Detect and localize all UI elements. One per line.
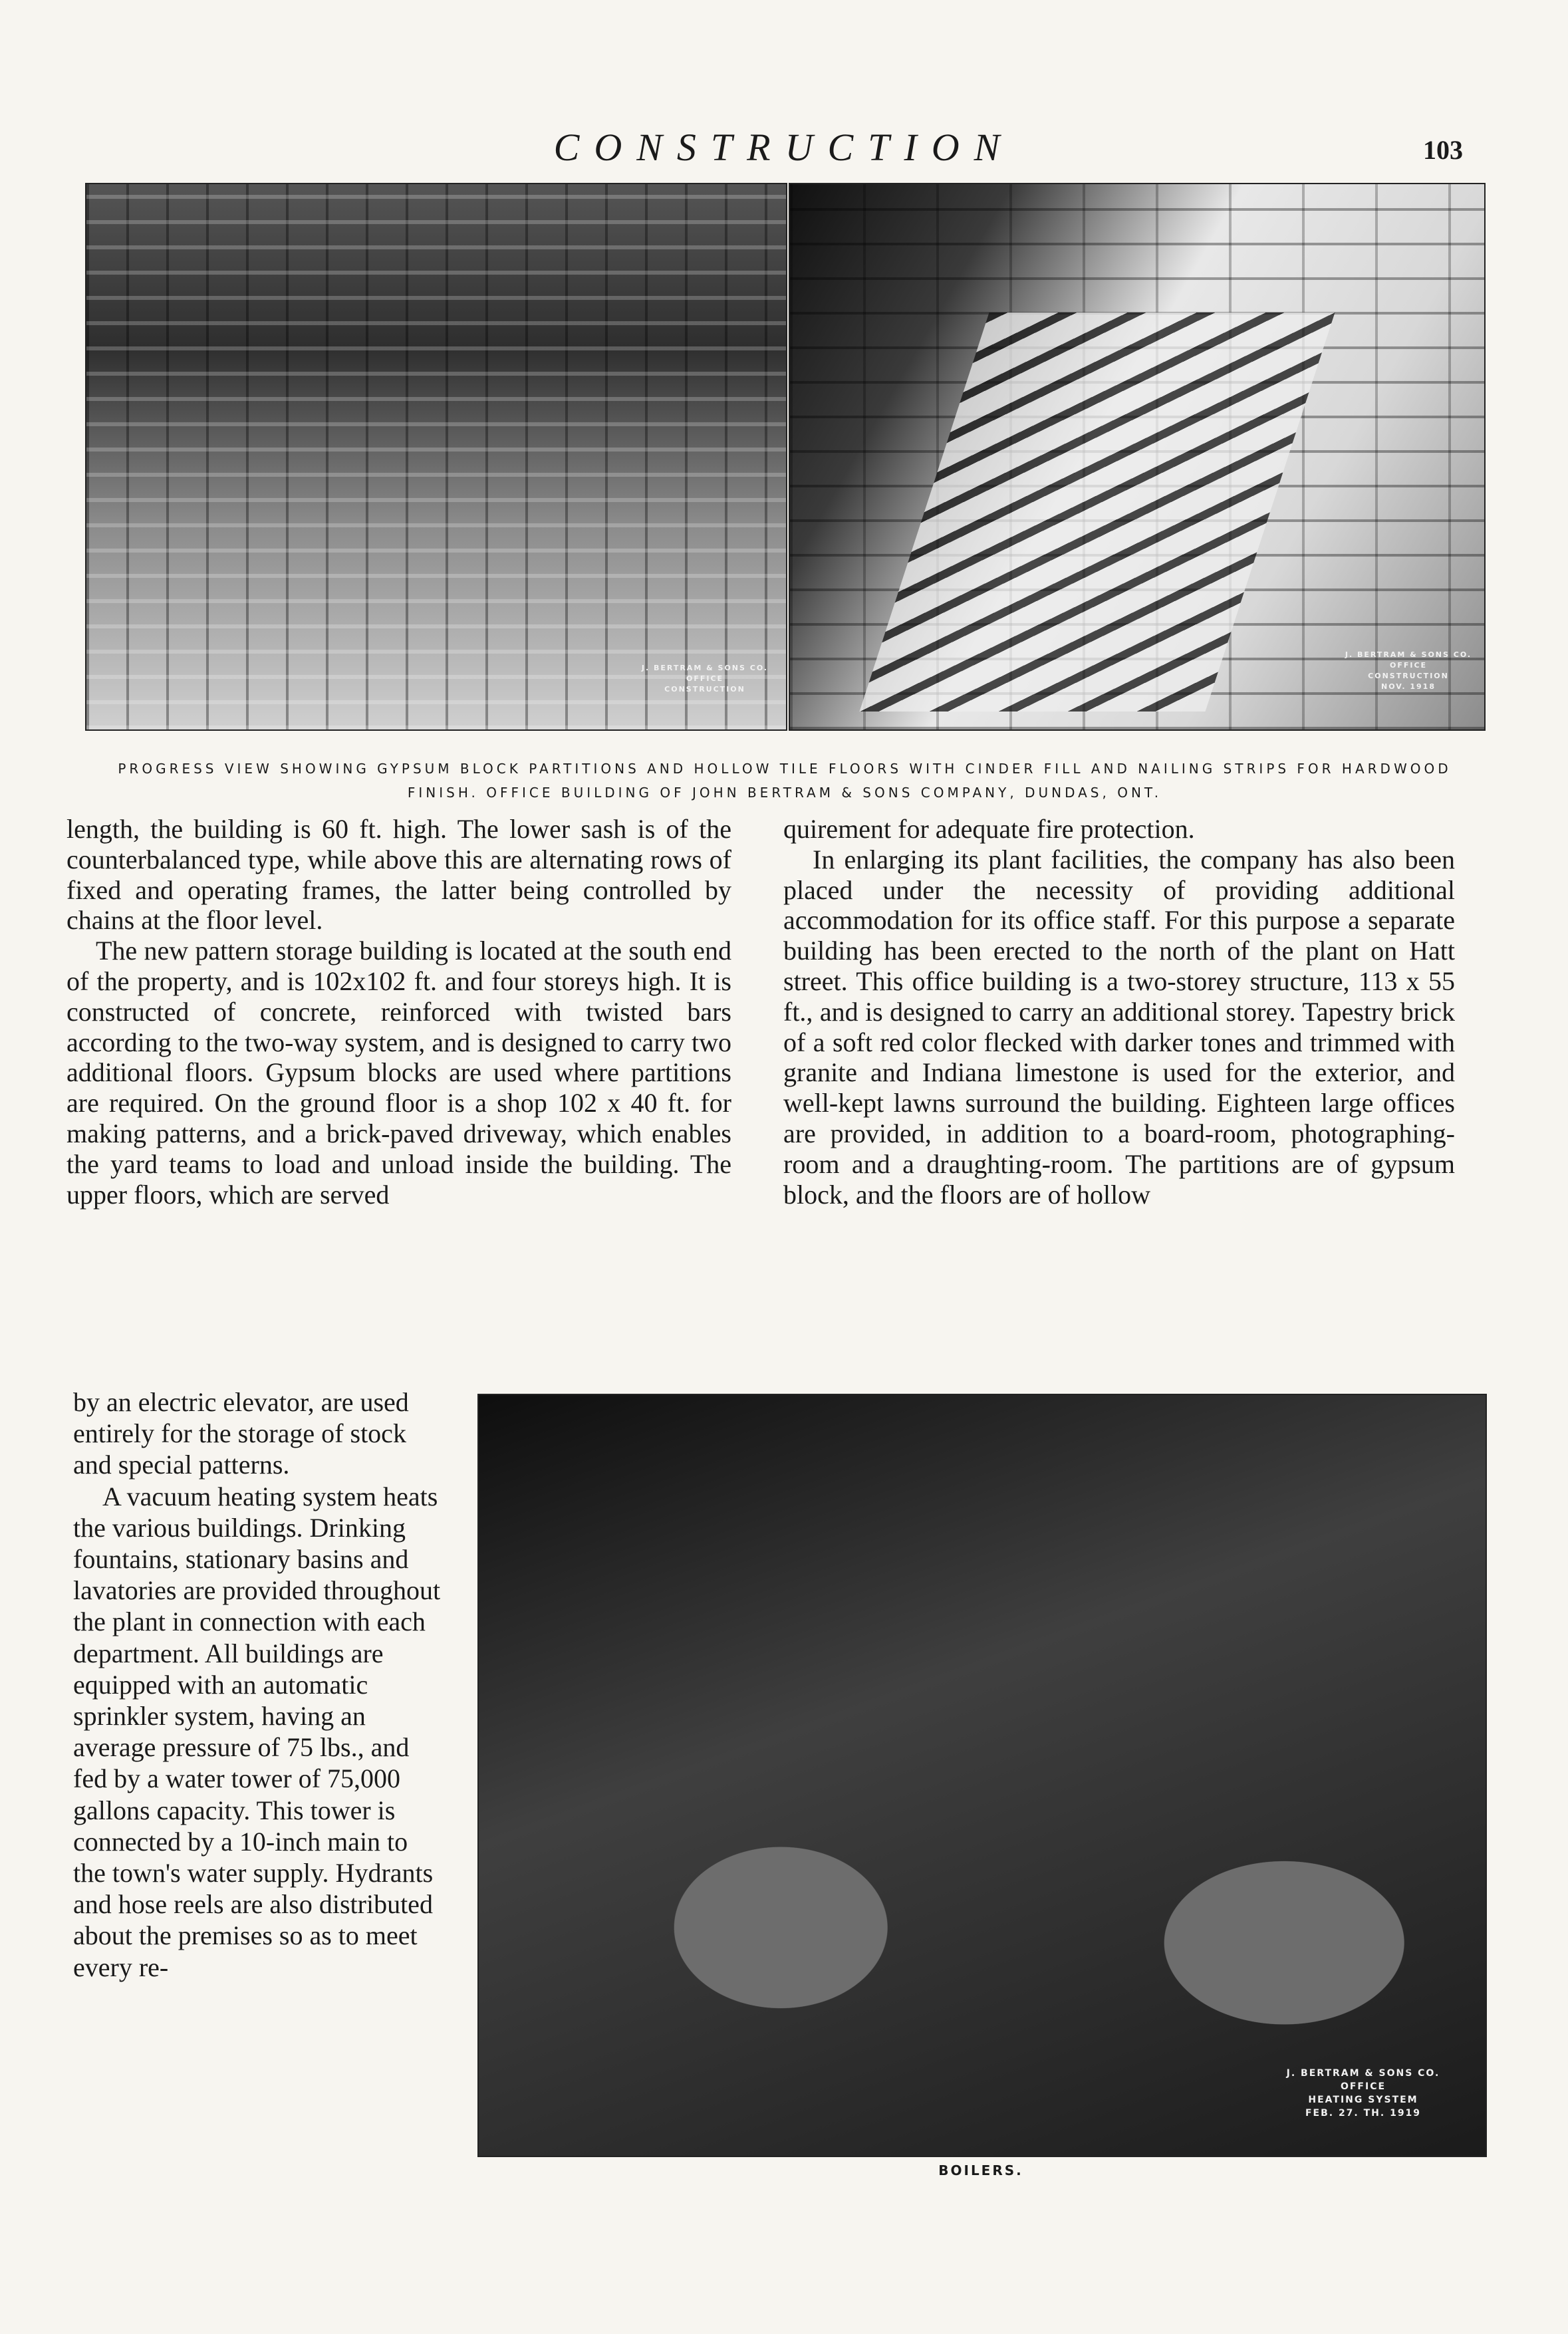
photo-stamp: J. BERTRAM & SONS CO. OFFICE HEATING SYSTEM FEB. 27. TH. 1919 — [1286, 2068, 1440, 2119]
photo-boilers — [477, 1394, 1487, 2157]
column-right — [783, 814, 1455, 1210]
page-number: 103 — [1423, 135, 1463, 165]
photo-stamp: J. BERTRAM & SONS CO. OFFICE CONSTRUCTION NOV. 1918 — [1345, 650, 1472, 691]
running-title: CONSTRUCTION — [553, 126, 1015, 169]
photo-gypsum-partitions — [85, 183, 787, 731]
top-photo-caption: PROGRESS VIEW SHOWING GYPSUM BLOCK PARTITIONS AND HOLLOW TILE FLOORS WITH CINDER FILL AND NAILING STRIPS FOR HARDWOOD FINISH. OFFICE BUILDING OF JOHN BERTRAM & SONS COMPANY, DUNDAS, ONT. — [118, 761, 1452, 801]
paragraph: quirement for adequate fire protection. — [783, 814, 1195, 844]
paragraph: A vacuum heating system heats the various buildings. Drinking fountains, stationary basins and lavatories are provided throughout the plant in connection with each department. All buildings are equipped with an automatic sprinkler system, having an average pressure of 75 lbs., and fed by a water tower of 75,000 gallons capacity. This tower is connected by a 10-inch main to the town's water supply. Hydrants and hose reels are also distributed about the premises so as to meet every re- — [73, 1481, 441, 1982]
column-left-lower — [73, 1386, 446, 1983]
paragraph: by an electric elevator, are used entirely for the storage of stock and special patterns. — [73, 1387, 409, 1480]
paragraph: length, the building is 60 ft. high. The lower sash is of the counterbalanced type, while above this are alternating rows of fixed and operating frames, the latter being controlled by chains at the floor level. — [66, 814, 731, 936]
paragraph: The new pattern storage building is located at the south end of the property, and is 102x102 ft. and four storeys high. It is constructed of concrete, reinforced with twisted bars according to the two-way system, and is designed to carry two additional floors. Gypsum blocks are used where partitions are required. On the ground floor is a shop 102 x 40 ft. for making patterns, and a brick-paved driveway, which enables the yard teams to load and unload inside the building. The upper floors, which are served — [66, 936, 731, 1210]
column-left-upper — [66, 814, 731, 1210]
boilers-caption: BOILERS. — [938, 2162, 1023, 2178]
paragraph: In enlarging its plant facilities, the company has also been placed under the necessity of providing additional accommodation for its office staff. For this purpose a separate building has been erected to the north of the plant on Hatt street. This office building is a two-storey structure, 113 x 55 ft., and is designed to carry an additional storey. Tapestry brick of a soft red color flecked with darker tones and trimmed with granite and Indiana limestone is used for the exterior, and well-kept lawns surround the building. Eighteen large offices are provided, in addition to a board-room, photographing-room and a draughting-room. The partitions are of gypsum block, and the floors are of hollow — [783, 844, 1455, 1210]
photo-stamp: J. BERTRAM & SONS CO. OFFICE CONSTRUCTION — [641, 664, 769, 694]
